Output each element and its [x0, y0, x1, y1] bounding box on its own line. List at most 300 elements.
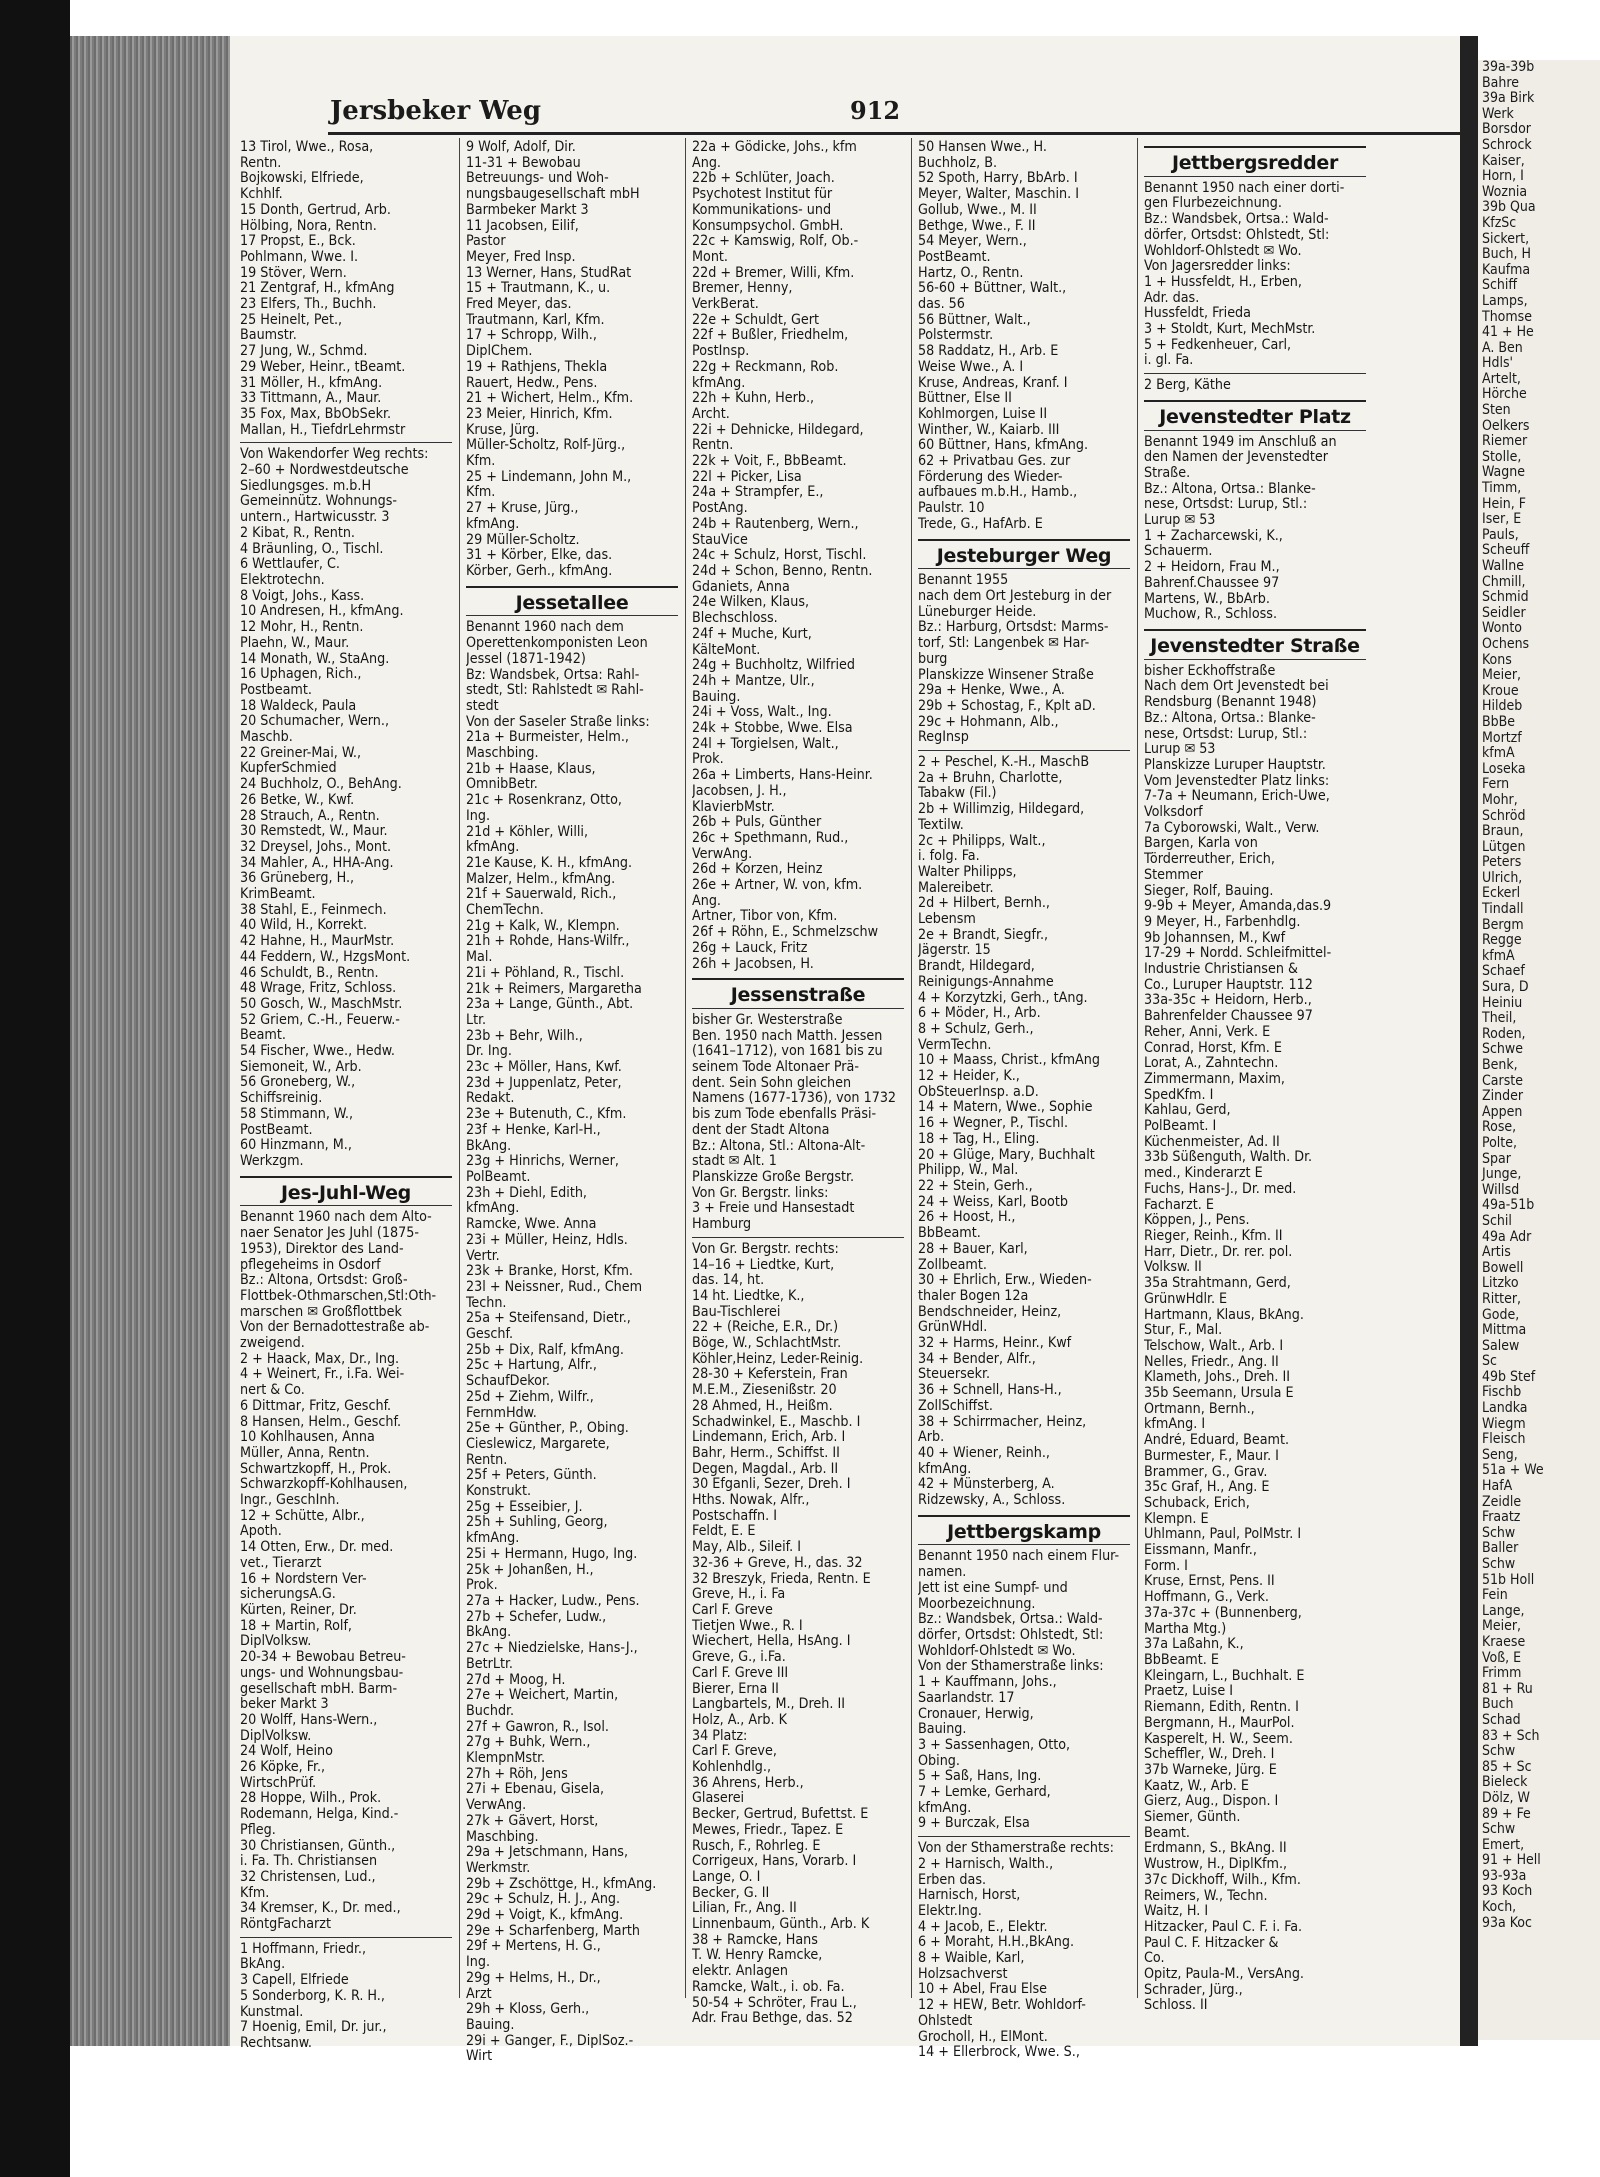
column-5	[1144, 140, 1366, 2014]
directory-entry: 2 Berg, Käthe	[1144, 378, 1231, 394]
directory-entry: nach dem Ort Jesteburg in der	[918, 588, 1112, 604]
facing-page-line: 39b Qua	[1482, 199, 1536, 216]
directory-entry: Textilw.	[918, 817, 964, 833]
directory-entry: Körber, Gerh., kfmAng.	[466, 563, 613, 579]
directory-entry: Nelles, Friedr., Ang. II	[1144, 1354, 1279, 1370]
directory-entry: Vertr.	[466, 1248, 500, 1264]
directory-entry: Co.	[1144, 1951, 1165, 1967]
facing-page-line: Lütgen	[1482, 838, 1526, 855]
directory-entry: Kunstmal.	[240, 2004, 304, 2020]
directory-entry: Flottbek-Othmarschen,Stl:Oth-	[240, 1288, 437, 1304]
directory-entry: 2 + Peschel, K.-H., MaschB	[918, 755, 1090, 771]
directory-entry: 23g + Hinrichs, Werner,	[466, 1154, 619, 1170]
facing-page-line: Sura, D	[1482, 979, 1529, 996]
directory-entry: Betreuungs- und Woh-	[466, 171, 609, 187]
directory-entry: 22b + Schlüter, Joach.	[692, 171, 835, 187]
directory-entry: 29e + Scharfenberg, Marth	[466, 1923, 640, 1939]
section-rule	[1144, 629, 1366, 631]
directory-entry: RöntgFacharzt	[240, 1917, 331, 1933]
directory-entry: Rieger, Reinh., Kfm. II	[1144, 1229, 1283, 1244]
directory-entry: 25e + Günther, P., Obing.	[466, 1421, 629, 1437]
book-gutter	[1460, 36, 1478, 2046]
directory-entry: 24c + Schulz, Horst, Tischl.	[692, 548, 867, 564]
directory-entry: stadt ✉ Alt. 1	[692, 1154, 777, 1170]
directory-entry: Rentn.	[466, 1452, 508, 1468]
directory-entry: Lurup ✉ 53	[1144, 742, 1216, 758]
directory-entry: KlavierbMstr.	[692, 799, 775, 815]
directory-entry: Von der Saseler Straße links:	[466, 714, 650, 730]
section-rule	[918, 1515, 1130, 1517]
directory-entry: 23i + Müller, Heinz, Hdls.	[466, 1232, 628, 1248]
directory-entry: Feldt, E. E	[692, 1524, 756, 1540]
directory-entry: Schauerm.	[1144, 544, 1213, 560]
directory-entry: Kfm.	[466, 485, 496, 501]
directory-entry: Maschb.	[240, 730, 293, 746]
directory-entry: 24 Wolf, Heino	[240, 1744, 333, 1760]
directory-entry: Muchow, R., Schloss.	[1144, 607, 1278, 623]
directory-entry: Schwarzkopff-Kohlhausen,	[240, 1477, 408, 1493]
directory-entry: OmnibBetr.	[466, 777, 538, 793]
directory-entry: 24l + Torgielsen, Walt.,	[692, 736, 839, 752]
directory-entry: Bz.: Altona, Ortsa.: Blanke-	[1144, 481, 1316, 497]
directory-entry: 7a Cyborowski, Walt., Verw.	[1144, 820, 1320, 836]
directory-entry: 24g + Buchholtz, Wilfried	[692, 658, 855, 674]
facing-page-line: Thomse	[1482, 308, 1532, 325]
directory-entry: Cronauer, Herwig,	[918, 1706, 1034, 1722]
directory-entry: Bahrenfelder Chaussee 97	[1144, 1009, 1313, 1025]
section-rule	[240, 1937, 452, 1938]
directory-entry: 21i + Pöhland, R., Tischl.	[466, 965, 625, 981]
directory-entry: 22k + Voit, F., BbBeamt.	[692, 454, 847, 470]
directory-entry: Schuback, Erich,	[1144, 1495, 1250, 1511]
directory-entry: KupferSchmied	[240, 761, 337, 777]
directory-entry: Buchdr.	[466, 1703, 515, 1719]
directory-entry: 23 Elfers, Th., Buchh.	[240, 297, 377, 313]
directory-entry: bisher Eckhoffstraße	[1144, 663, 1276, 679]
directory-entry: beker Markt 3	[240, 1697, 329, 1713]
directory-entry: Glaserei	[692, 1791, 745, 1807]
directory-entry: Erben das.	[918, 1872, 987, 1888]
directory-entry: Plaehn, W., Maur.	[240, 635, 350, 651]
directory-entry: seinem Tode Altonaer Prä-	[692, 1060, 859, 1076]
directory-entry: 58 Stimmann, W.,	[240, 1106, 354, 1122]
directory-entry: Bz.: Altona, Ortsa.: Blanke-	[1144, 710, 1316, 726]
directory-entry: Tietjen Wwe., R. I	[692, 1618, 803, 1634]
facing-page-line: Oelkers	[1482, 417, 1530, 434]
directory-entry: André, Eduard, Beamt.	[1144, 1433, 1290, 1449]
directory-entry: 30 Remstedt, W., Maur.	[240, 824, 388, 840]
directory-entry: 25k + Johanßen, H.,	[466, 1562, 594, 1578]
directory-entry: Pohlmann, Wwe. I.	[240, 249, 359, 265]
directory-entry: 26h + Jacobsen, H.	[692, 956, 814, 972]
directory-entry: Rechtsanw.	[240, 2035, 312, 2051]
directory-entry: 19 + Rathjens, Thekla	[466, 359, 608, 375]
directory-entry: 35a Strahtmann, Gerd,	[1144, 1276, 1291, 1292]
facing-page-line: Wonto	[1482, 620, 1522, 637]
directory-entry: 22g + Reckmann, Rob.	[692, 359, 839, 375]
directory-entry: 21 + Wichert, Helm., Kfm.	[466, 391, 634, 407]
street-heading: Jettbergskamp	[947, 1520, 1101, 1543]
book-page-edges	[70, 36, 230, 2046]
directory-entry: VerwAng.	[466, 1798, 527, 1814]
directory-entry: Volksdorf	[1144, 805, 1203, 821]
directory-entry: Hoffmann, G., Verk.	[1144, 1590, 1269, 1606]
facing-page-line: Mohr,	[1482, 791, 1518, 808]
column-divider	[911, 138, 912, 1998]
page-header	[330, 96, 1510, 136]
directory-entry: thaler Bogen 12a	[918, 1288, 1029, 1304]
directory-entry: pflegeheims in Osdorf	[240, 1257, 381, 1273]
directory-entry: 18 + Martin, Rolf,	[240, 1618, 352, 1634]
directory-entry: 36 Grüneberg, H.,	[240, 871, 355, 887]
facing-page-line: Theil,	[1482, 1010, 1517, 1027]
directory-entry: 28 Ahmed, H., Heißm.	[692, 1398, 833, 1414]
directory-entry: Baumstr.	[240, 328, 297, 344]
directory-entry: T. W. Henry Ramcke,	[692, 1948, 823, 1964]
directory-entry: Kürten, Reiner, Dr.	[240, 1602, 357, 1618]
facing-page-line: Mortzf	[1482, 729, 1522, 746]
facing-page-line: Regge	[1482, 932, 1522, 949]
directory-entry: 35b Seemann, Ursula E	[1144, 1386, 1294, 1402]
directory-entry: 50-54 + Schröter, Frau L.,	[692, 1995, 857, 2011]
directory-entry: 26a + Limberts, Hans-Heinr.	[692, 768, 873, 784]
directory-entry: ObSteuerInsp. a.D.	[918, 1084, 1039, 1100]
section-rule	[1144, 176, 1366, 177]
facing-page-line: Sc	[1482, 1353, 1497, 1370]
facing-page-line: Hein, F	[1482, 495, 1526, 512]
directory-entry: 21 Zentgraf, H., kfmAng	[240, 281, 395, 297]
directory-entry: Hamburg	[692, 1217, 752, 1233]
directory-entry: 19 Stöver, Wern.	[240, 265, 347, 281]
column-divider	[459, 138, 460, 1998]
directory-entry: 7 + Lemke, Gerhard,	[918, 1785, 1051, 1801]
directory-entry: bisher Gr. Westerstraße	[692, 1012, 843, 1028]
directory-entry: 21e Kause, K. H., kfmAng.	[466, 855, 633, 871]
directory-entry: naer Senator Jes Juhl (1875-	[240, 1226, 419, 1242]
directory-entry: 29 Weber, Heinr., tBeamt.	[240, 359, 406, 375]
directory-entry: Siemer, Günth.	[1144, 1810, 1241, 1826]
directory-entry: 15 + Trautmann, K., u.	[466, 281, 611, 297]
section-rule	[1144, 400, 1366, 402]
directory-entry: PolBeamt. I	[1144, 1119, 1217, 1135]
directory-entry: 44 Feddern, W., HzgsMont.	[240, 949, 411, 965]
facing-page-line: Bahre	[1482, 74, 1519, 91]
directory-entry: 2c + Philipps, Walt.,	[918, 833, 1046, 849]
facing-page-line: 49b Stef	[1482, 1368, 1536, 1385]
directory-entry: PostBeamt.	[918, 249, 991, 265]
directory-entry: Gemeinnütz. Wohnungs-	[240, 494, 397, 510]
section-rule	[240, 1176, 452, 1178]
directory-entry: Von der Sthamerstraße rechts:	[918, 1841, 1114, 1857]
directory-entry: Stur, F., Mal.	[1144, 1323, 1223, 1339]
directory-entry: 21f + Sauerwald, Rich.,	[466, 887, 617, 903]
directory-entry: 29d + Voigt, K., kfmAng.	[466, 1908, 624, 1924]
directory-entry: Langbartels, M., Dreh. II	[692, 1697, 845, 1713]
directory-entry: 23b + Behr, Wilh.,	[466, 1028, 583, 1044]
facing-page-line: Hörche	[1482, 386, 1527, 403]
facing-page-line: KfzSc	[1482, 214, 1517, 231]
directory-entry: 22e + Schuldt, Gert	[692, 312, 819, 328]
directory-entry: Carl F. Greve	[692, 1602, 773, 1618]
street-heading: Jessenstraße	[730, 984, 866, 1007]
directory-entry: 24 Buchholz, O., BehAng.	[240, 777, 402, 793]
section-rule	[1144, 430, 1366, 431]
directory-entry: 28 Strauch, A., Rentn.	[240, 808, 380, 824]
facing-page-line: 89 + Fe	[1482, 1805, 1531, 1822]
directory-entry: DiplVolksw.	[240, 1634, 312, 1650]
directory-entry: Reher, Anni, Verk. E	[1144, 1024, 1271, 1040]
directory-entry: StauVice	[692, 532, 748, 548]
directory-entry: 8 Hansen, Helm., Geschf.	[240, 1414, 402, 1430]
directory-entry: Trautmann, Karl, Kfm.	[466, 312, 605, 328]
directory-entry: Benannt 1950 nach einer dorti-	[1144, 180, 1345, 196]
directory-entry: Cieslewicz, Margarete,	[466, 1436, 610, 1452]
facing-page-line: Polte,	[1482, 1134, 1517, 1151]
facing-page-line: Scheuff	[1482, 542, 1530, 559]
facing-page-line: Wiegm	[1482, 1415, 1526, 1432]
directory-entry: 24d + Schon, Benno, Rentn.	[692, 563, 873, 579]
directory-entry: Zollbeamt.	[918, 1257, 987, 1273]
directory-entry: 12 + Schütte, Albr.,	[240, 1508, 365, 1524]
directory-entry: Erdmann, S., BkAng. II	[1144, 1841, 1287, 1857]
directory-entry: Von Wakendorfer Weg rechts:	[240, 447, 429, 463]
directory-entry: 28 Hoppe, Wilh., Prok.	[240, 1791, 382, 1807]
directory-entry: 26 Betke, W., Kwf.	[240, 792, 355, 808]
directory-entry: 32 Breszyk, Frieda, Rentn. E	[692, 1571, 871, 1587]
directory-entry: i. gl. Fa.	[1144, 353, 1194, 369]
directory-entry: Namens (1677-1736), von 1732	[692, 1091, 897, 1107]
directory-entry: Hartz, O., Rentn.	[918, 265, 1024, 281]
directory-entry: 25d + Ziehm, Wilfr.,	[466, 1389, 594, 1405]
directory-entry: Greve, G., i.Fa.	[692, 1650, 786, 1666]
directory-entry: Kaatz, W., Arb. E	[1144, 1778, 1249, 1794]
directory-entry: 23c + Möller, Hans, Kwf.	[466, 1060, 622, 1076]
directory-entry: Harnisch, Horst,	[918, 1888, 1021, 1904]
directory-entry: Ramcke, Walt., i. ob. Fa.	[692, 1979, 845, 1995]
directory-entry: 2–60 + Nordwestdeutsche	[240, 463, 409, 479]
facing-page-line: Baller	[1482, 1540, 1519, 1557]
facing-page-line: HafA	[1482, 1478, 1513, 1495]
facing-page-line: Ritter,	[1482, 1290, 1522, 1307]
directory-entry: 21c + Rosenkranz, Otto,	[466, 793, 622, 809]
facing-page-line: Kaiser,	[1482, 152, 1525, 169]
facing-page-fragment	[1478, 60, 1600, 2040]
facing-page-line: Junge,	[1482, 1166, 1522, 1183]
facing-page-line: Hildeb	[1482, 698, 1523, 715]
directory-entry: Törderreuther, Erich,	[1144, 852, 1275, 868]
directory-entry: 29a + Jetschmann, Hans,	[466, 1845, 628, 1861]
facing-page-line: Sten	[1482, 402, 1511, 419]
directory-entry: 29 Müller-Scholtz.	[466, 532, 580, 548]
directory-entry: Reinigungs-Annahme	[918, 974, 1054, 990]
directory-entry: 14–16 + Liedtke, Kurt,	[692, 1257, 835, 1273]
directory-entry: burg	[918, 651, 948, 667]
facing-page-line: Bowell	[1482, 1259, 1524, 1276]
directory-entry: Benannt 1955	[918, 573, 1009, 589]
directory-entry: Sieger, Rolf, Bauing.	[1144, 883, 1274, 899]
directory-entry: Küchenmeister, Ad. II	[1144, 1134, 1280, 1150]
directory-entry: BbBeamt.	[918, 1226, 981, 1242]
section-rule	[466, 615, 678, 616]
directory-entry: Ortmann, Bernh.,	[1144, 1401, 1255, 1417]
directory-entry: Bauing.	[918, 1722, 967, 1738]
section-rule	[1144, 373, 1366, 374]
directory-entry: RegInsp	[918, 730, 969, 746]
directory-entry: Brammer, G., Grav.	[1144, 1464, 1268, 1480]
directory-entry: Burmester, F., Maur. I	[1144, 1448, 1279, 1464]
directory-entry: 20 Schumacher, Wern.,	[240, 714, 390, 730]
section-rule	[240, 442, 452, 443]
directory-entry: Adr. das.	[1144, 290, 1200, 306]
directory-entry: Jett ist eine Sumpf- und	[918, 1580, 1068, 1596]
column-1	[240, 140, 452, 2052]
directory-entry: Bergmann, H., MaurPol.	[1144, 1715, 1295, 1731]
directory-entry: 23f + Henke, Karl-H.,	[466, 1122, 601, 1138]
directory-entry: Kommunikations- und	[692, 202, 832, 218]
directory-entry: 27k + Gävert, Horst,	[466, 1813, 599, 1829]
directory-entry: Mewes, Friedr., Tapez. E	[692, 1822, 844, 1838]
directory-entry: Kfm.	[466, 454, 496, 470]
directory-entry: Werkmstr.	[466, 1860, 531, 1876]
facing-page-line: Appen	[1482, 1103, 1523, 1120]
directory-entry: Bz.: Altona, Ortsdst: Groß-	[240, 1273, 408, 1289]
directory-entry: (1641–1712), von 1681 bis zu	[692, 1044, 883, 1060]
directory-entry: Straße.	[1144, 465, 1191, 481]
directory-entry: 29h + Kloss, Gerh.,	[466, 2002, 590, 2018]
directory-entry: 27e + Weichert, Martin,	[466, 1688, 619, 1704]
facing-page-line: Koch,	[1482, 1899, 1517, 1916]
directory-entry: Ohlstedt	[918, 2013, 973, 2029]
directory-entry: Kfm.	[240, 1885, 270, 1901]
column-2	[466, 140, 678, 2065]
facing-page-line: Meier,	[1482, 1618, 1522, 1635]
directory-entry: 1 + Hussfeldt, H., Erben,	[1144, 274, 1302, 290]
directory-entry: Förderung des Wieder-	[918, 469, 1063, 485]
directory-entry: 33a-35c + Heidorn, Herb.,	[1144, 993, 1312, 1009]
scan-margin-top	[0, 0, 1600, 36]
directory-entry: 23a + Lange, Günth., Abt.	[466, 997, 634, 1013]
directory-entry: Pastor	[466, 234, 506, 250]
directory-entry: Meyer, Fred Insp.	[466, 249, 576, 265]
directory-entry: Ing.	[466, 808, 491, 824]
directory-entry: 2 + Harnisch, Walth.,	[918, 1856, 1054, 1872]
directory-entry: Malzer, Helm., kfmAng.	[466, 871, 616, 887]
directory-entry: Schloss. II	[1144, 1998, 1208, 2014]
directory-entry: 2d + Hilbert, Bernh.,	[918, 896, 1050, 912]
directory-entry: 26 Köpke, Fr.,	[240, 1760, 326, 1776]
directory-entry: 22 Greiner-Mai, W.,	[240, 745, 361, 761]
facing-page-line: Landka	[1482, 1400, 1528, 1417]
directory-entry: 34 + Bender, Alfr.,	[918, 1351, 1036, 1367]
directory-entry: 23l + Neissner, Rud., Chem	[466, 1279, 643, 1295]
directory-entry: 24b + Rautenberg, Wern.,	[692, 516, 859, 532]
directory-entry: Pfleg.	[240, 1822, 276, 1838]
directory-entry: Carl F. Greve III	[692, 1665, 789, 1681]
directory-entry: 25a + Steifensand, Dietr.,	[466, 1311, 631, 1327]
directory-entry: 22d + Bremer, Willi, Kfm.	[692, 265, 855, 281]
directory-entry: kfmAng.	[918, 1461, 972, 1477]
directory-entry: SpedKfm. I	[1144, 1087, 1214, 1103]
directory-entry: Bz.: Altona, Stl.: Altona-Alt-	[692, 1138, 866, 1154]
directory-entry: 29c + Schulz, H. J., Ang.	[466, 1892, 621, 1908]
directory-entry: 33b Süßenguth, Walth. Dr.	[1144, 1150, 1313, 1166]
facing-page-line: Frimm	[1482, 1665, 1522, 1682]
directory-entry: ChemTechn.	[466, 903, 544, 919]
directory-entry: 1 + Kauffmann, Johs.,	[918, 1675, 1057, 1691]
directory-entry: 27b + Schefer, Ludw.,	[466, 1609, 607, 1625]
directory-entry: Hussfeldt, Frieda	[1144, 306, 1251, 322]
directory-entry: Planskizze Winsener Straße	[918, 667, 1094, 683]
directory-entry: Redakt.	[466, 1091, 515, 1107]
directory-entry: 5 Sonderborg, K. R. H.,	[240, 1988, 385, 2004]
directory-entry: 56 Groneberg, W.,	[240, 1075, 356, 1091]
directory-entry: dent. Sein Sohn gleichen	[692, 1075, 852, 1091]
facing-page-line: kfmA	[1482, 745, 1515, 762]
directory-entry: 9b Johannsen, M., Kwf	[1144, 930, 1286, 946]
directory-entry: 24a + Strampfer, E.,	[692, 485, 824, 501]
directory-entry: 27a + Hacker, Ludw., Pens.	[466, 1593, 640, 1609]
facing-page-line: Mittma	[1482, 1322, 1527, 1339]
directory-entry: 18 Waldeck, Paula	[240, 698, 357, 714]
column-4	[918, 140, 1130, 2061]
directory-entry: Siemoneit, W., Arb.	[240, 1059, 362, 1075]
section-rule	[692, 1237, 904, 1238]
directory-entry: 22i + Dehnicke, Hildegard,	[692, 422, 864, 438]
directory-entry: 25i + Hermann, Hugo, Ing.	[466, 1546, 638, 1562]
directory-entry: Lilian, Fr., Ang. II	[692, 1901, 797, 1917]
directory-entry: 58 Raddatz, H., Arb. E	[918, 344, 1059, 360]
directory-entry: Kasperelt, H. W., Seem.	[1144, 1731, 1293, 1747]
directory-entry: Prok.	[466, 1578, 498, 1594]
directory-entry: dörfer, Ortsdst: Ohlstedt, Stl:	[1144, 227, 1330, 243]
directory-entry: Lorat, A., Zahntechn.	[1144, 1056, 1279, 1072]
directory-entry: 17-29 + Nordd. Schleifmittel-	[1144, 946, 1332, 962]
directory-entry: 3 + Freie und Hansestadt	[692, 1201, 855, 1217]
facing-page-line: Dölz, W	[1482, 1789, 1530, 1806]
directory-entry: Maschbing.	[466, 746, 539, 762]
directory-entry: Paulstr. 10	[918, 501, 985, 517]
directory-entry: 10 Andresen, H., kfmAng.	[240, 604, 404, 620]
directory-entry: 22a + Gödicke, Johs., kfm	[692, 140, 857, 155]
directory-entry: ZollSchiffst.	[918, 1398, 993, 1414]
directory-entry: 10 Kohlhausen, Anna	[240, 1430, 375, 1446]
directory-entry: Polstermstr.	[918, 328, 994, 344]
directory-entry: WirtschPrüf.	[240, 1775, 317, 1791]
facing-page-line: Buch, H	[1482, 246, 1532, 263]
directory-entry: Form. I	[1144, 1558, 1188, 1574]
directory-entry: 27 Jung, W., Schmd.	[240, 344, 368, 360]
directory-entry: 29i + Ganger, F., DiplSoz.-	[466, 2033, 634, 2049]
directory-entry: Saarlandstr. 17	[918, 1690, 1015, 1706]
directory-entry: 9 Meyer, H., Farbenhdlg.	[1144, 914, 1301, 930]
directory-entry: 25c + Hartung, Alfr.,	[466, 1358, 597, 1374]
directory-entry: 36 Ahrens, Herb.,	[692, 1775, 804, 1791]
directory-entry: Stemmer	[1144, 867, 1203, 883]
facing-page-line: Artelt,	[1482, 370, 1521, 387]
directory-entry: SchaufDekor.	[466, 1374, 550, 1390]
facing-page-line: 93a Koc	[1482, 1914, 1532, 1931]
facing-page-line: Rose,	[1482, 1119, 1517, 1136]
directory-entry: VermTechn.	[918, 1037, 992, 1053]
directory-entry: kfmAng.	[918, 1800, 972, 1816]
directory-entry: 37b Warneke, Jürg. E	[1144, 1762, 1277, 1778]
directory-entry: 4 + Jacob, E., Elektr.	[918, 1919, 1048, 1935]
directory-entry: Meyer, Walter, Maschin. I	[918, 187, 1080, 203]
directory-entry: 30 + Ehrlich, Erw., Wieden-	[918, 1273, 1092, 1289]
directory-entry: 8 Voigt, Johs., Kass.	[240, 588, 365, 604]
facing-page-line: Timm,	[1482, 480, 1522, 497]
street-heading: Jevenstedter Straße	[1150, 634, 1360, 657]
